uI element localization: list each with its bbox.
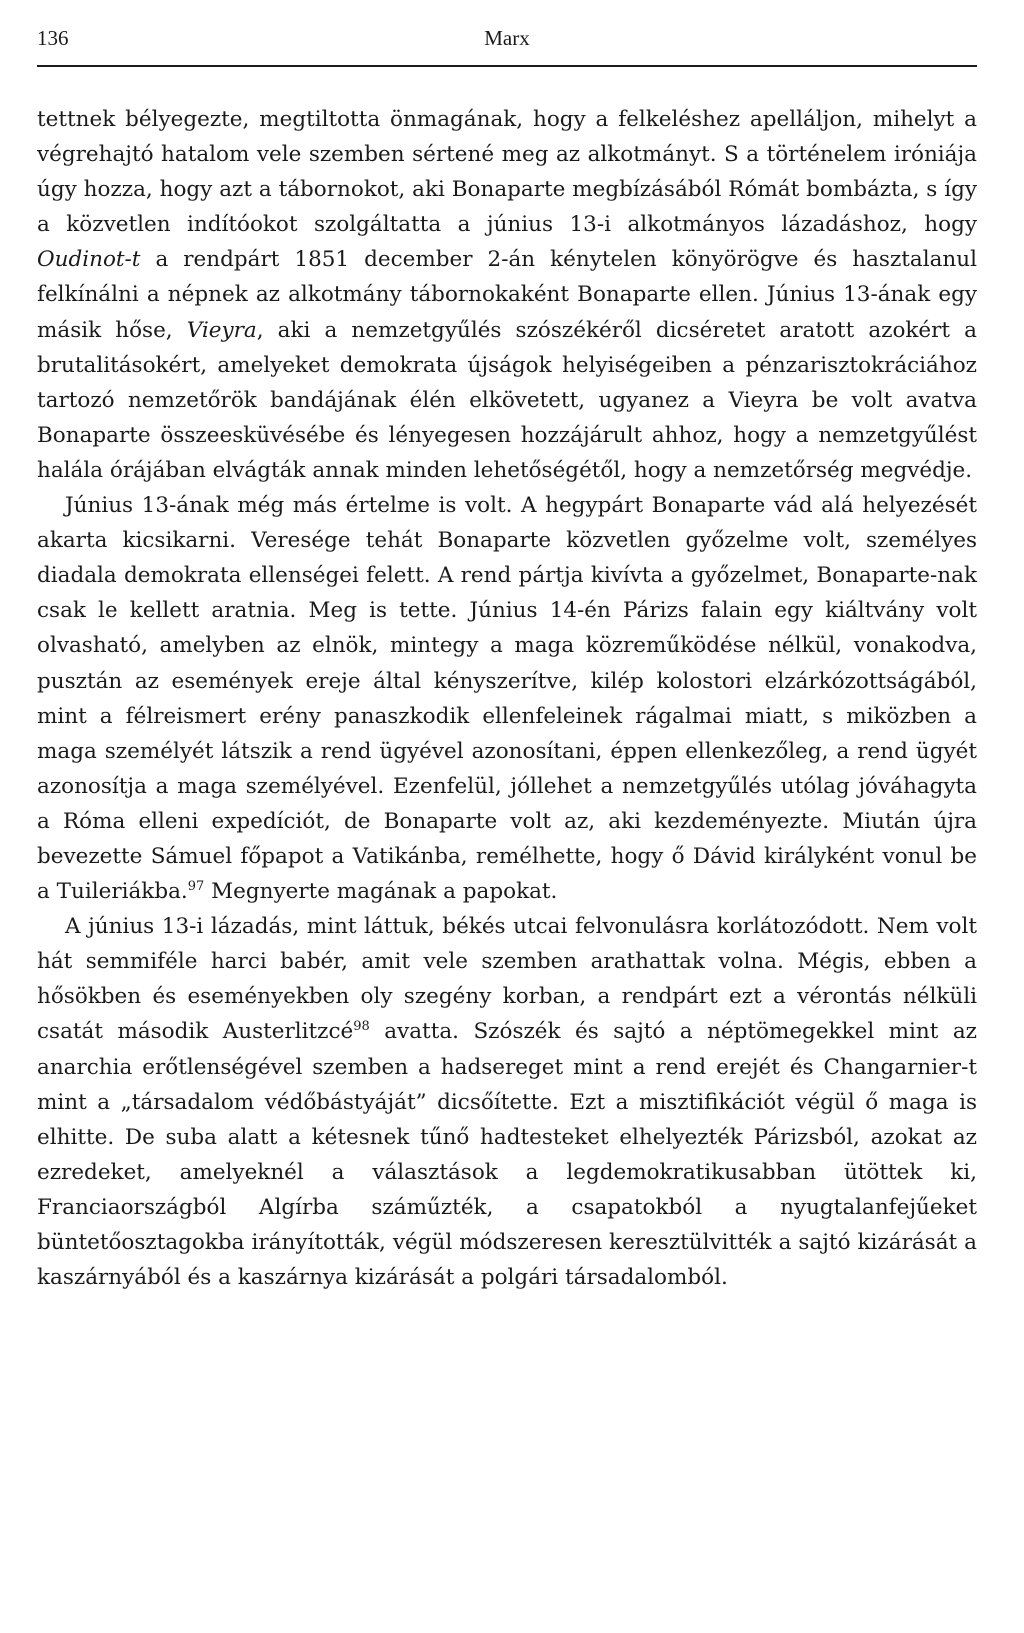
page-number: 136 [37, 26, 69, 50]
paragraph-2-text-a: Június 13-ának még más értelme is volt. A hegypárt Bonaparte vád alá helyezését akarta kicsikarni. Veresége tehát Bonaparte közvetlen győzelme volt, személyes diadala demokrata ellenségei felett. A rend pártja kivívta a győzelmet, Bonaparte-nak csak le kellett aratnia. Meg is tette. Június 14-én Párizs falain egy kiáltvány volt olvasható, amelyben az elnök, mintegy a maga közreműködése nélkül, vonakodva, pusztán az események ereje által kényszerítve, kilép kolostori elzárkózottságából, mint a félreismert erény panaszkodik ellenfeleinek rágalmai miatt, s miközben a maga személyét látszik a rend ügyével azonosítani, éppen ellenkezőleg, a rend ügyét azonosítja a maga személyével. Ezenfelül, jóllehet a nemzetgyűlés utólag jóváhagyta a Róma elleni expedíciót, de Bonaparte volt az, aki kezdeményezte. Miután újra bevezette Sámuel főpapot a Vatikánba, remélhette, hogy ő Dávid királyként vonul be a Tuileriákba. [37, 493, 977, 905]
body-text [37, 102, 977, 1295]
paragraph-3-text-b: avatta. Szószék és sajtó a néptömegekkel mint az anarchia erőtlenségével szemben a hadsereget mint a rend erejét és Changarnier-t mint a „társadalom védőbástyáját” dicsőítette. Ezt a misztifikációt végül ő maga is elhitte. De suba alatt a kétesnek tűnő hadtesteket elhelyezték Párizsból, azokat az ezredeket, amelyeknél a választások a legdemokratikusabban ütöttek ki, Franciaországból Algírba száműzték, a csapatokból a nyugtalanfejűeket büntetőosztagokba irányították, végül módszeresen keresztülvitték a sajtó kizárását a kaszárnyából és a kaszárnya kizárását a polgári társadalomból. [37, 1019, 977, 1291]
paragraph-1-text-c: , aki a nemzetgyűlés szószékéről dicséretet aratott azokért a brutalitásokért, amelyeket demokrata újságok helyiségeiben a pénzarisztokráciához tartozó nemzetőrök bandájának élén elkövetett, ugyanez a Vieyra be volt avatva Bonaparte összeesküvésébe és lényegesen hozzájárult ahhoz, hogy a nemzetgyűlést halála órájában elvágták annak minden lehetőségétől, hogy a nemzetőrség megvédje. [37, 317, 977, 483]
paragraph-1-text-b: a rendpárt 1851 december 2-án kénytelen könyörögve és hasztalanul felkínálni a népnek az alkotmány tábornokaként Bonaparte ellen. Június 13-ának egy másik hőse, [37, 247, 977, 343]
paragraph-3 [37, 909, 977, 1295]
paragraph-3-text-a: A június 13-i lázadás, mint láttuk, békés utcai felvonulásra korlátozódott. Nem volt hát semmiféle harci babér, amit vele szemben arathattak volna. Mégis, ebben a hősökben és eseményekben oly szegény korban, a rendpárt ezt a vérontás nélküli csatát második Austerlitzcé [37, 914, 977, 1045]
name-vieyra: Vieyra [186, 317, 257, 343]
paragraph-2 [37, 488, 977, 909]
name-oudinot: Oudinot-t [37, 247, 141, 273]
header-rule [37, 65, 977, 67]
book-page [37, 20, 977, 1620]
footnote-ref-97: 97 [187, 878, 205, 894]
paragraph-1-text-a: tettnek bélyegezte, megtiltotta önmagának, hogy a felkeléshez apelláljon, mihelyt a végrehajtó hatalom vele szemben sértené meg az alkotmányt. S a történelem iróniája úgy hozza, hogy azt a tábornokot, aki Bonaparte megbízásából Rómát bombázta, s így a közvetlen indítóokot szolgáltatta a június 13-i alkotmányos lázadáshoz, hogy [37, 107, 977, 238]
paragraph-2-text-b: Megnyerte magának a papokat. [204, 879, 558, 905]
running-title: Marx [484, 26, 530, 50]
footnote-ref-98: 98 [353, 1019, 370, 1035]
page-header [37, 20, 977, 62]
paragraph-1 [37, 102, 977, 488]
